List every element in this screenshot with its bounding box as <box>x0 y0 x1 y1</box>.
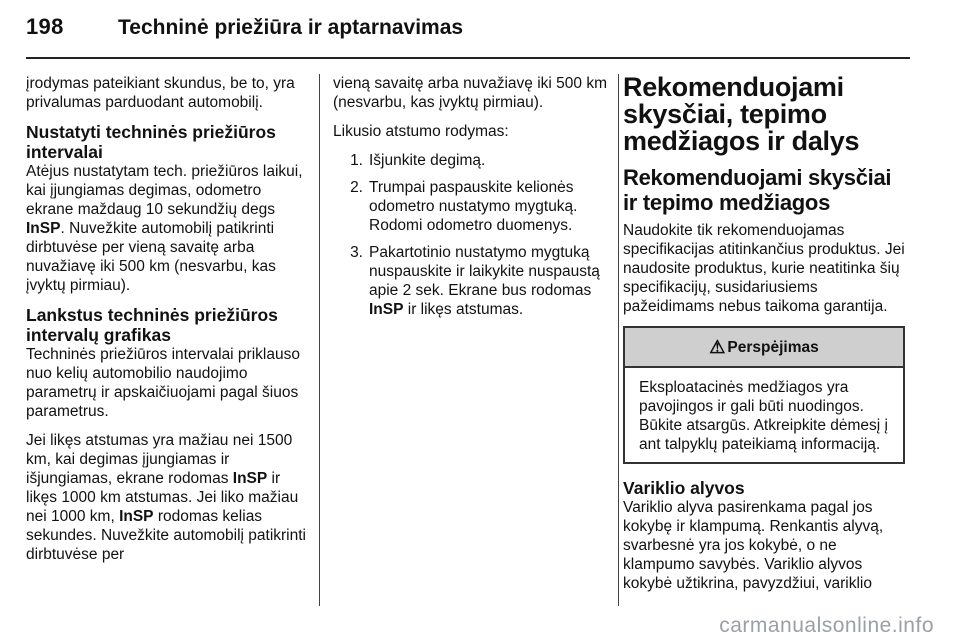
warning-text: Eksploatacinės medžiagos yra pavojingos ir gali būti nuodingos. Būkite atsargūs. Atkreipkite dėmesį į ant talpyklų pateikiamą informaciją. <box>639 379 888 453</box>
warning-icon: ⚠ <box>709 336 726 357</box>
watermark: carmanualsonline.info <box>719 614 934 637</box>
list-item <box>333 243 609 319</box>
text-run: Atėjus nustatytam tech. priežiūros laikui, kai įjungiamas degimas, odometro ekrane maždaug 10 sekundžių degs <box>26 163 303 218</box>
steps-list <box>333 151 609 319</box>
heading-flexible-schedule: Lankstus techninės priežiūros intervalų grafikas <box>26 305 278 345</box>
list-item <box>333 151 609 170</box>
paragraph-recommended-fluids: Naudokite tik rekomenduojamas specifikacijas atitinkančius produktus. Jei naudosite produktus, kurie neatitinka šių specifikacijų, susidariusiems pažeidimams nebus taikoma garantija. <box>623 222 905 315</box>
text-run: Jei likęs atstumas yra mažiau nei 1500 km, kai degimas įjungiamas ir išjungiamas, ekrane rodomas <box>26 432 293 487</box>
heading-fixed-intervals: Nustatyti techninės priežiūros intervalai <box>26 122 276 162</box>
column-divider-right <box>618 74 619 606</box>
text-run: rodomas kelias sekundes. Nuvežkite automobilį patikrinti dirbtuvėse per <box>26 508 306 563</box>
text-run: ir likęs atstumas. <box>403 301 524 318</box>
paragraph-continuation: vieną savaitę arba nuvažiavę iki 500 km (nesvarbu, kas įvyktų pirmiau). <box>333 75 607 111</box>
display-code-insp: InSP <box>26 220 61 237</box>
column-right <box>623 74 905 603</box>
paragraph-flexible-schedule: Techninės priežiūros intervalai priklauso nuo kelių automobilio naudojimo parametrų ir apskaičiuojami pagal šiuos parametrus. <box>26 346 300 420</box>
warning-title: Perspėjimas <box>727 338 819 356</box>
paragraph-remaining-distance <box>26 431 306 564</box>
paragraph-fixed-intervals <box>26 162 306 295</box>
subsection-title: Rekomenduojami skysčiai ir tepimo medžiagos <box>623 165 892 215</box>
column-divider-left <box>319 74 320 606</box>
step-number: 3. <box>350 244 363 261</box>
warning-header <box>625 328 903 368</box>
column-left <box>26 74 306 574</box>
paragraph-intro: įrodymas pateikiant skundus, be to, yra privalumas parduodant automobilį. <box>26 75 295 111</box>
step-text: Išjunkite degimą. <box>369 152 486 169</box>
text-run: Pakartotinio nustatymo mygtuką nuspauskite ir laikykite nuspaustą apie 2 sek. Ekrane bus rodomas <box>369 244 600 299</box>
section-title: Rekomenduojami skysčiai, tepimo medžiagos ir dalys <box>623 72 860 156</box>
chapter-title: Techninė priežiūra ir aptarnavimas <box>118 16 464 39</box>
heading-engine-oils: Variklio alyvos <box>623 478 745 498</box>
paragraph-remaining-display: Likusio atstumo rodymas: <box>333 123 509 140</box>
step-text <box>369 243 609 319</box>
text-run: . Nuvežkite automobilį patikrinti dirbtuvėse per vieną savaitę arba nuvažiavę iki 500 km (nesvarbu, kas įvyktų pirmiau). <box>26 220 276 294</box>
warning-box <box>623 326 905 464</box>
step-number: 1. <box>350 152 363 169</box>
page-header <box>26 14 463 44</box>
display-code-insp: InSP <box>232 470 268 487</box>
list-item <box>333 178 609 235</box>
column-middle <box>333 74 609 327</box>
text-run: ir likęs 1000 km atstumas. Jei liko mažiau nei 1000 km, <box>26 470 299 525</box>
page-number: 198 <box>26 14 64 39</box>
step-text: Trumpai paspauskite kelionės odometro nustatymo mygtuką. Rodomi odometro duomenys. <box>369 179 578 234</box>
header-rule <box>26 57 910 59</box>
step-number: 2. <box>350 179 363 196</box>
display-code-insp: InSP <box>119 508 154 525</box>
display-code-insp: InSP <box>369 301 404 318</box>
paragraph-engine-oils: Variklio alyva pasirenkama pagal jos kokybę ir klampumą. Renkantis alyvą, svarbesnė yra jos kokybė, o ne klampumo savybės. Variklio alyvos kokybė užtikrina, pavyzdžiui, variklio <box>623 499 884 592</box>
